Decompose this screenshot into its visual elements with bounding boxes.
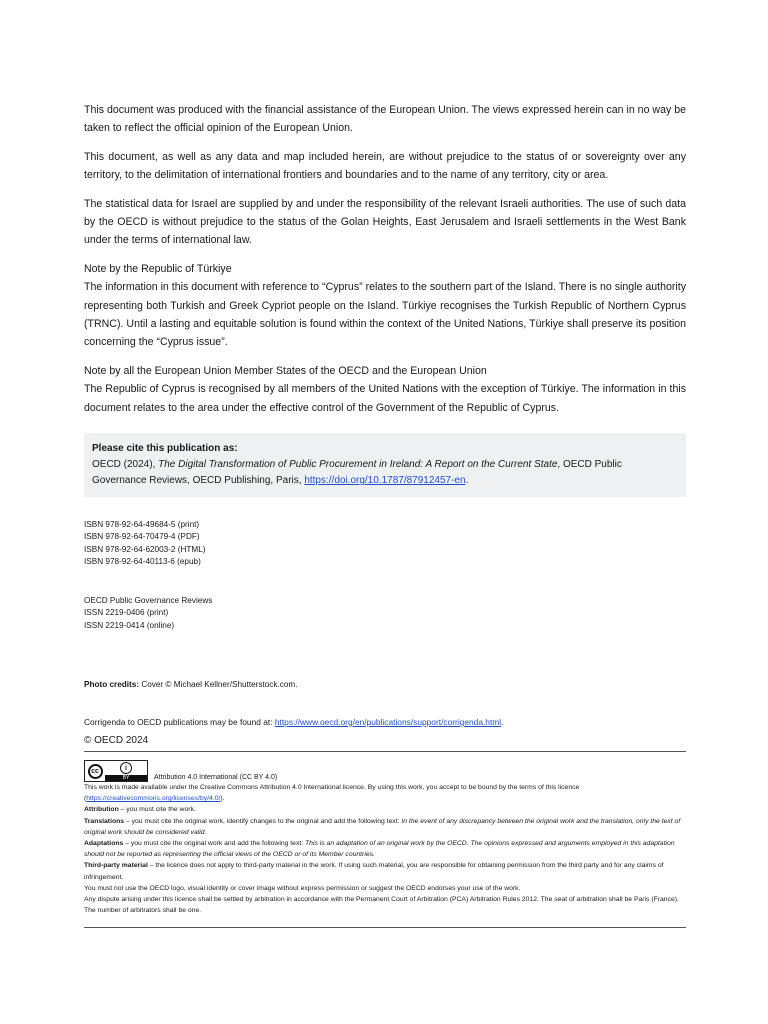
issn-online: ISSN 2219-0414 (online) xyxy=(84,620,175,630)
citation-doi-link[interactable]: https://doi.org/10.1787/87912457-en xyxy=(304,475,466,487)
eu-member-note-body: The Republic of Cyprus is recognised by all members of the United Nations with the exception of Türkiye. The information in this document relates to the area under the effective control of the Government of the Republic of Cyprus. xyxy=(84,383,686,414)
licence-adaptations xyxy=(84,838,686,860)
licence-intro xyxy=(84,782,686,804)
cc-badge-label: Attribution 4.0 International (CC BY 4.0) xyxy=(154,774,278,781)
photo-credits-text: Cover © Michael Kellner/Shutterstock.com. xyxy=(139,680,298,689)
corrigenda-note xyxy=(84,717,503,727)
licence-dispute: Any dispute arising under this licence shall be settled by arbitration in accordance with the Permanent Court of Arbitration (PCA) Arbitration Rules 2012. The seat of arbitration shall be Paris (France). The number of arbitrators shall be one. xyxy=(84,896,679,915)
citation-end: . xyxy=(465,475,469,487)
turkiye-note-body: The information in this document with reference to “Cyprus” relates to the southern part of the Island. There is no single authority representing both Turkish and Greek Cypriot people on the Island. Türkiye recognises the Turkish Republic of Northern Cyprus (TRNC). Until a lasting and equitable solution is found within the context of the United Nations, Türkiye shall preserve its position concerning the “Cyprus issue”. xyxy=(84,281,686,349)
cc-left-panel xyxy=(85,761,105,781)
eu-member-note xyxy=(84,362,686,417)
licence-link-open: ( xyxy=(84,795,87,803)
licence-link-close: ). xyxy=(220,795,225,803)
cc-by-label: BY xyxy=(105,775,147,781)
territory-disclaimer: This document, as well as any data and map included herein, are without prejudice to the status of or sovereignty over any territory, to the delimitation of international frontiers and boundaries and to the name of any territory, city or area. xyxy=(84,150,686,182)
creative-commons-icon: cc xyxy=(88,764,103,779)
citation-text xyxy=(92,457,678,489)
turkiye-note xyxy=(84,260,686,352)
attribution-text: – you must cite the work. xyxy=(118,806,196,814)
licence-section xyxy=(84,760,686,916)
eu-member-note-title: Note by all the European Union Member States of the OECD and the European Union xyxy=(84,364,487,377)
series-name: OECD Public Governance Reviews xyxy=(84,596,213,605)
isbn-epub: ISBN 978-92-64-40113-6 (epub) xyxy=(84,557,201,567)
turkiye-note-title: Note by the Republic of Türkiye xyxy=(84,262,232,275)
attribution-person-icon: i xyxy=(120,762,132,774)
photo-credits xyxy=(84,679,298,691)
licence-logo-note: You must not use the OECD logo, visual identity or cover image without express permission or suggest the OECD endorses your use of the work. xyxy=(84,884,521,892)
licence-attribution xyxy=(84,804,686,815)
photo-credits-label: Photo credits: xyxy=(84,680,140,689)
attribution-label: Attribution xyxy=(84,806,119,814)
israel-disclaimer: The statistical data for Israel are supplied by and under the responsibility of the relevant Israeli authorities. The use of such data by the OECD is without prejudice to the status of the Golan Heights, East Jerusalem and Israeli settlements in the West Bank under the terms of international law. xyxy=(84,197,686,247)
citation-heading: Please cite this publication as: xyxy=(92,443,238,455)
disclaimer-section xyxy=(84,101,686,497)
divider-top xyxy=(84,751,686,752)
adaptations-label: Adaptations xyxy=(84,840,124,848)
corrigenda-text: Corrigenda to OECD publications may be found at: xyxy=(84,717,275,727)
adaptations-italic: This is an adaptation of an original work by the OECD. The opinions expressed and arguments employed in this adaptation should not be reported as representing the official views of the OECD or of its Member countries. xyxy=(84,840,675,859)
cc-right-panel xyxy=(105,761,147,781)
third-party-label: Third-party material xyxy=(84,862,148,870)
citation-prefix: OECD (2024), xyxy=(92,459,159,471)
corrigenda-end: . xyxy=(501,717,504,727)
third-party-text: – the licence does not apply to third-party material in the work. If using such material, you are responsible for obtaining permission from the third party and for any claims of infringement. xyxy=(84,862,664,881)
licence-intro-text: This work is made available under the Creative Commons Attribution 4.0 International licence. By using this work, you accept to be bound by the terms of this licence xyxy=(84,784,580,791)
isbn-html: ISBN 978-92-64-62003-2 (HTML) xyxy=(84,544,206,554)
adaptations-text: – you must cite the original work and add the following text: xyxy=(123,840,306,848)
isbn-pdf: ISBN 978-92-64-70479-4 (PDF) xyxy=(84,532,200,542)
licence-translations xyxy=(84,816,686,838)
divider-bottom xyxy=(84,927,686,928)
citation-title: The Digital Transformation of Public Procurement in Ireland: A Report on the Current State xyxy=(158,459,558,471)
eu-disclaimer: This document was produced with the financial assistance of the European Union. The views expressed herein can in no way be taken to reflect the official opinion of the European Union. xyxy=(84,104,686,135)
isbn-print: ISBN 978-92-64-49684-5 (print) xyxy=(84,520,200,529)
cc-by-badge[interactable] xyxy=(84,760,148,782)
corrigenda-link[interactable]: https://www.oecd.org/en/publications/support/corrigenda.html xyxy=(274,717,502,727)
isbn-list xyxy=(84,519,206,569)
translations-text: – you must cite the original work, identify changes to the original and add the following text: xyxy=(124,817,402,825)
citation-suffix: , OECD Public Governance Reviews, OECD Publishing, Paris, xyxy=(92,459,622,487)
issn-print: ISSN 2219-0406 (print) xyxy=(84,608,169,618)
citation-box xyxy=(84,433,686,497)
cc-badge-row xyxy=(84,760,686,782)
translations-italic: In the event of any discrepancy between the original work and the translation, only the text of original work should be considered valid. xyxy=(84,817,681,836)
copyright: © OECD 2024 xyxy=(84,735,149,746)
licence-link[interactable]: https://creativecommons.org/licenses/by/4.0/ xyxy=(86,795,221,803)
translations-label: Translations xyxy=(84,817,125,825)
series-info xyxy=(84,595,212,632)
licence-third-party xyxy=(84,860,686,882)
